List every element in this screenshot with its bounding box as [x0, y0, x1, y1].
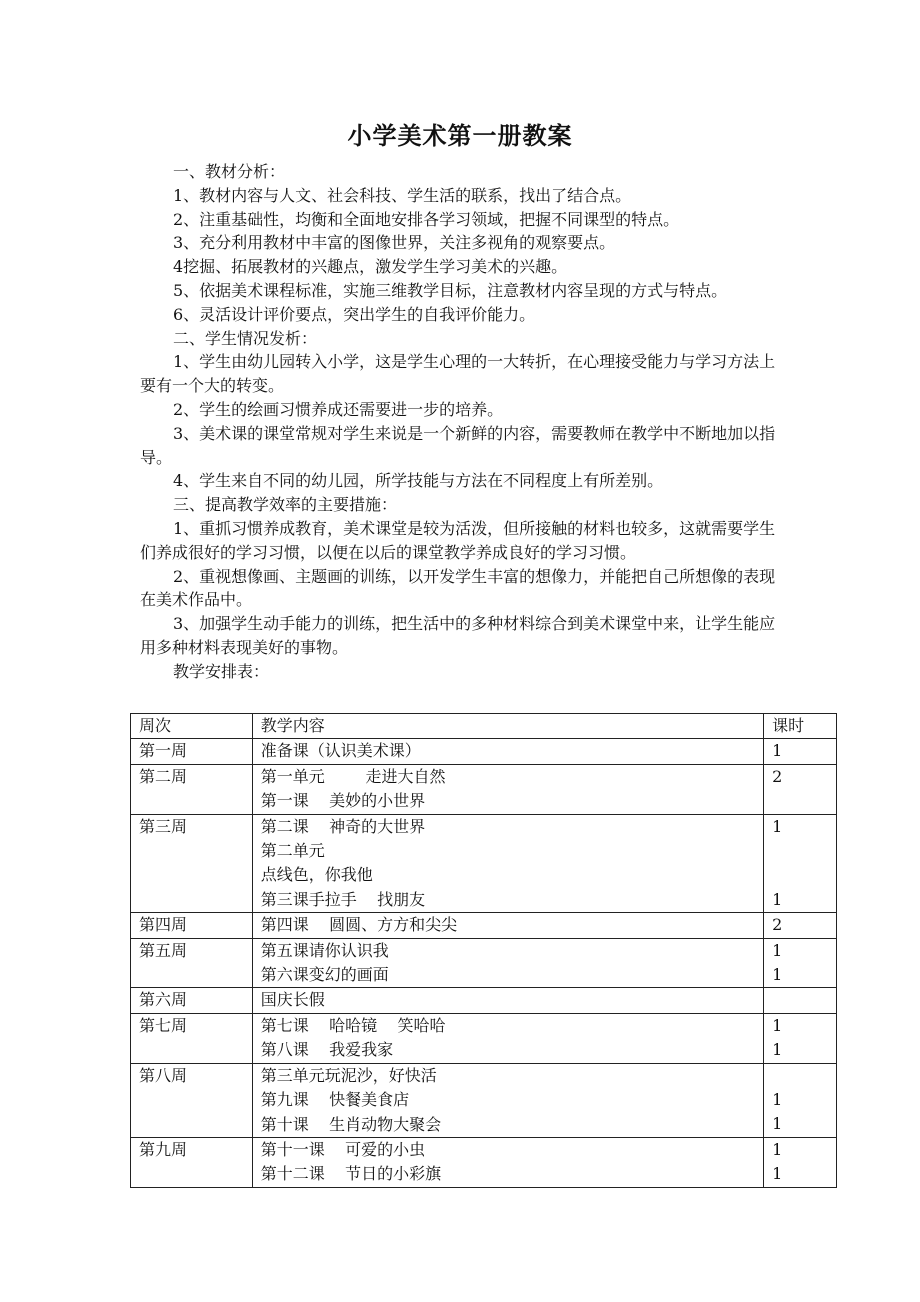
- table-row: [131, 739, 837, 764]
- content-cell: [252, 814, 763, 913]
- paragraph: 2、学生的绘画习惯养成还需要进一步的培养。: [173, 399, 504, 419]
- table-row: [131, 1063, 837, 1137]
- paragraph: 4、学生来自不同的幼儿园，所学技能与方法在不同程度上有所差别。: [173, 471, 664, 491]
- table-row: [131, 764, 837, 814]
- heading-student-analysis: 二、学生情况发析：: [173, 328, 318, 348]
- content-cell: [252, 913, 763, 938]
- hours-line: 1: [772, 1040, 783, 1060]
- week-cell: 第二周: [131, 764, 253, 814]
- paragraph: 6、灵活设计评价要点，突出学生的自我评价能力。: [173, 304, 536, 324]
- paragraph: 5、依据美术课程标准，实施三维教学目标，注意教材内容呈现的方式与特点。: [173, 280, 728, 300]
- table-header-row: [131, 714, 837, 739]
- hours-cell: [764, 1013, 837, 1063]
- week-cell: 第六周: [131, 988, 253, 1013]
- content-line: 第十课 生肖动物大聚会: [260, 1114, 442, 1134]
- table-row: [131, 814, 837, 913]
- document-body: [140, 160, 790, 684]
- content-cell: [252, 1137, 763, 1187]
- content-line: 第三单元玩泥沙，好快活: [260, 1065, 437, 1085]
- schedule-table: [130, 713, 837, 1188]
- hours-cell: [764, 938, 837, 988]
- content-line: 第九课 快餐美食店: [260, 1090, 410, 1110]
- content-line: 第一课 美妙的小世界: [260, 791, 426, 811]
- hours-line: 1: [772, 1139, 783, 1159]
- content-cell: [252, 764, 763, 814]
- hours-line: 1: [772, 889, 783, 909]
- hours-cell: [764, 739, 837, 764]
- week-cell: 第八周: [131, 1063, 253, 1137]
- content-line: 国庆长假: [260, 990, 325, 1010]
- header-week: 周次: [131, 714, 253, 739]
- table-row: [131, 913, 837, 938]
- paragraph: 3、美术课的课堂常规对学生来说是一个新鲜的内容，需要教师在教学中不断地加以指导。: [140, 423, 776, 467]
- hours-line: 1: [772, 1015, 783, 1035]
- hours-line: 1: [772, 1090, 783, 1110]
- week-cell: 第七周: [131, 1013, 253, 1063]
- hours-line: 1: [772, 940, 783, 960]
- content-cell: [252, 739, 763, 764]
- week-cell: 第九周: [131, 1137, 253, 1187]
- content-line: 准备课（认识美术课）: [260, 741, 421, 761]
- hours-line: 2: [772, 915, 783, 935]
- header-content: 教学内容: [252, 714, 763, 739]
- hours-line: 1: [772, 1164, 783, 1184]
- hours-line: 2: [772, 766, 783, 786]
- paragraph: 2、重视想像画、主题画的训练，以开发学生丰富的想像力，并能把自己所想像的表现在美术作品中。: [140, 566, 776, 610]
- content-line: 点线色，你我他: [260, 865, 373, 885]
- table-row: [131, 1137, 837, 1187]
- content-line: 第三课手拉手 找朋友: [260, 889, 426, 909]
- week-cell: 第四周: [131, 913, 253, 938]
- content-cell: [252, 988, 763, 1013]
- hours-line: 1: [772, 1114, 783, 1134]
- content-cell: [252, 1013, 763, 1063]
- hours-line: 1: [772, 741, 783, 761]
- hours-cell: [764, 988, 837, 1013]
- paragraph: 4挖掘、拓展教材的兴趣点，激发学生学习美术的兴趣。: [173, 257, 568, 277]
- paragraph: 3、充分利用教材中丰富的图像世界，关注多视角的观察要点。: [173, 233, 616, 253]
- content-line: 第七课 哈哈镜 笑哈哈: [260, 1015, 446, 1035]
- hours-cell: [764, 913, 837, 938]
- content-line: 第六课变幻的画面: [260, 965, 389, 985]
- content-line: 第十二课 节日的小彩旗: [260, 1164, 442, 1184]
- hours-cell: [764, 1137, 837, 1187]
- paragraph: 1、教材内容与人文、社会科技、学生活的联系，找出了结合点。: [173, 185, 632, 205]
- hours-cell: [764, 814, 837, 913]
- content-line: 第四课 圆圆、方方和尖尖: [260, 915, 458, 935]
- content-line: 第二课 神奇的大世界: [260, 816, 426, 836]
- content-cell: [252, 1063, 763, 1137]
- heading-measures: 三、提高教学效率的主要措施：: [173, 495, 398, 515]
- document-title: 小学美术第一册教案: [347, 122, 573, 150]
- heading-textbook-analysis: 一、教材分析：: [173, 162, 286, 181]
- content-line: 第八课 我爱我家: [260, 1040, 394, 1060]
- paragraph: 1、重抓习惯养成教育，美术课堂是较为活泼，但所接触的材料也较多，这就需要学生们养成很好的学习习惯，以便在以后的课堂教学养成良好的学习习惯。: [140, 518, 776, 562]
- table-row: [131, 938, 837, 988]
- header-hours: 课时: [764, 714, 837, 739]
- hours-cell: [764, 1063, 837, 1137]
- table-row: [131, 1013, 837, 1063]
- content-line: 第十一课 可爱的小虫: [260, 1139, 426, 1159]
- content-line: 第五课请你认识我: [260, 940, 389, 960]
- week-cell: 第三周: [131, 814, 253, 913]
- content-line: 第一单元 走进大自然: [260, 766, 446, 786]
- paragraph: 2、注重基础性，均衡和全面地安排各学习领域，把握不同课型的特点。: [173, 209, 680, 229]
- schedule-caption: 教学安排表：: [173, 661, 270, 681]
- table-row: [131, 988, 837, 1013]
- paragraph: 3、加强学生动手能力的训练，把生活中的多种材料综合到美术课堂中来，让学生能应用多种材料表现美好的事物。: [140, 614, 776, 657]
- hours-cell: [764, 764, 837, 814]
- content-cell: [252, 938, 763, 988]
- hours-line: 1: [772, 816, 783, 836]
- hours-line: 1: [772, 965, 783, 985]
- week-cell: 第一周: [131, 739, 253, 764]
- content-line: 第二单元: [260, 841, 325, 861]
- paragraph: 1、学生由幼儿园转入小学，这是学生心理的一大转折，在心理接受能力与学习方法上要有一个大的转变。: [140, 352, 776, 396]
- week-cell: 第五周: [131, 938, 253, 988]
